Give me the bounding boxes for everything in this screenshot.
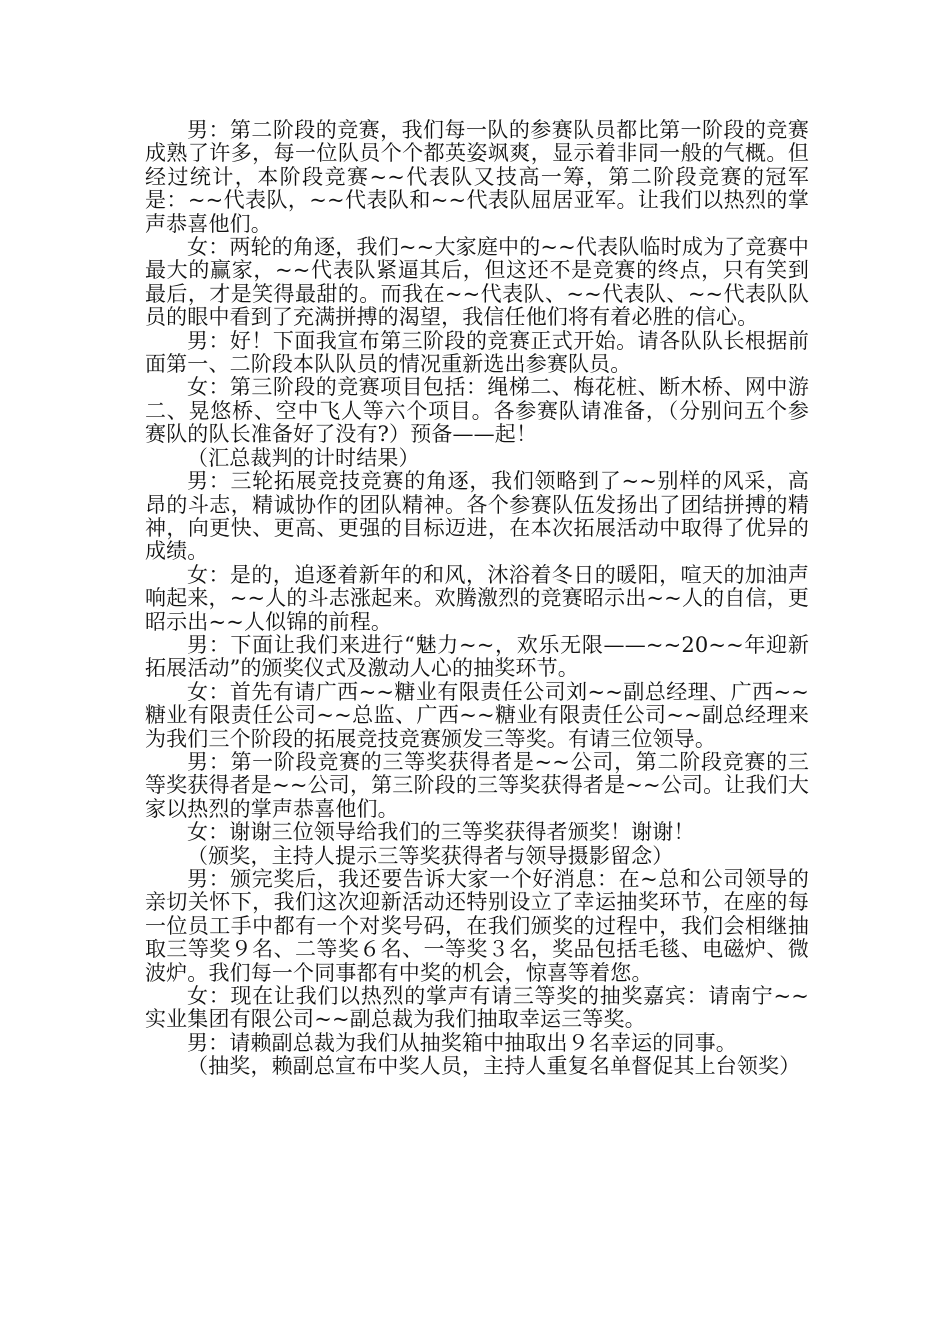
paragraph: 女：是的，追逐着新年的和风，沐浴着冬日的暖阳，喧天的加油声响起来，~~人的斗志涨起来。欢腾激烈的竞赛昭示出~~人的自信，更昭示出~~人似锦的前程。 [145, 562, 809, 634]
paragraph: 女：第三阶段的竞赛项目包括：绳梯二、梅花桩、断木桥、网中游二、晃悠桥、空中飞人等六个项目。各参赛队请准备，（分别问五个参赛队的队长准备好了没有?）预备——起！ [145, 375, 809, 447]
stage-direction: （颁奖，主持人提示三等奖获得者与领导摄影留念） [187, 843, 674, 868]
paragraph: 男：请赖副总裁为我们从抽奖箱中抽取出９名幸运的同事。 [187, 1030, 737, 1055]
stage-direction: （汇总裁判的计时结果） [187, 445, 420, 470]
paragraph: 女：两轮的角逐，我们~~大家庭中的~~代表队临时成为了竞赛中最大的赢家，~~代表队紧逼其后，但这还不是竞赛的终点，只有笑到最后，才是笑得最甜的。而我在~~代表队、~~代表队、~~代表队队员的眼中看到了充满拼搏的渴望，我信任他们将有着必胜的信心。 [145, 235, 809, 330]
paragraph: 男：下面让我们来进行“魅力~~，欢乐无限——~~20~~年迎新拓展活动”的颁奖仪式及激动人心的抽奖环节。 [145, 632, 809, 681]
paragraph: 女：谢谢三位领导给我们的三等奖获得者颁奖！谢谢！ [187, 820, 695, 845]
paragraph: 男：好！下面我宣布第三阶段的竞赛正式开始。请各队队长根据前面第一、二阶段本队队员的情况重新选出参赛队员。 [145, 328, 809, 377]
paragraph: 男：三轮拓展竞技竞赛的角逐，我们领略到了~~别样的风采，高昂的斗志，精诚协作的团队精神。各个参赛队伍发扬出了团结拼搏的精神，向更快、更高、更强的目标迈进，在本次拓展活动中取得了优异的成绩。 [145, 469, 809, 564]
document-body [145, 119, 809, 1079]
paragraph: 男：颁完奖后，我还要告诉大家一个好消息：在~总和公司领导的亲切关怀下，我们这次迎新活动还特别设立了幸运抽奖环节，在座的每一位员工手中都有一个对奖号码，在我们颁奖的过程中，我们会相继抽取三等奖９名、二等奖６名、一等奖３名，奖品包括毛毯、电磁炉、微波炉。我们每一个同事都有中奖的机会，惊喜等着您。 [145, 867, 809, 985]
paragraph: 女：现在让我们以热烈的掌声有请三等奖的抽奖嘉宾：请南宁~~实业集团有限公司~~副总裁为我们抽取幸运三等奖。 [145, 984, 809, 1032]
paragraph: 女：首先有请广西~~糖业有限责任公司刘~~副总经理、广西~~糖业有限责任公司~~总监、广西~~糖业有限责任公司~~副总经理来为我们三个阶段的拓展竞技竞赛颁发三等奖。有请三位领导。 [145, 679, 809, 751]
paragraph: 男：第二阶段的竞赛，我们每一队的参赛队员都比第一阶段的竞赛成熟了许多，每一位队员个个都英姿飒爽，显示着非同一般的气概。但经过统计，本阶段竞赛~~代表队又技高一筹，第二阶段竞赛的冠军是：~~代表队，~~代表队和~~代表队屈居亚军。让我们以热烈的掌声恭喜他们。 [145, 118, 809, 236]
paragraph: 男：第一阶段竞赛的三等奖获得者是~~公司，第二阶段竞赛的三等奖获得者是~~公司，第三阶段的三等奖获得者是~~公司。让我们大家以热烈的掌声恭喜他们。 [145, 749, 809, 821]
stage-direction: （抽奖，赖副总宣布中奖人员，主持人重复名单督促其上台领奖） [187, 1054, 801, 1079]
